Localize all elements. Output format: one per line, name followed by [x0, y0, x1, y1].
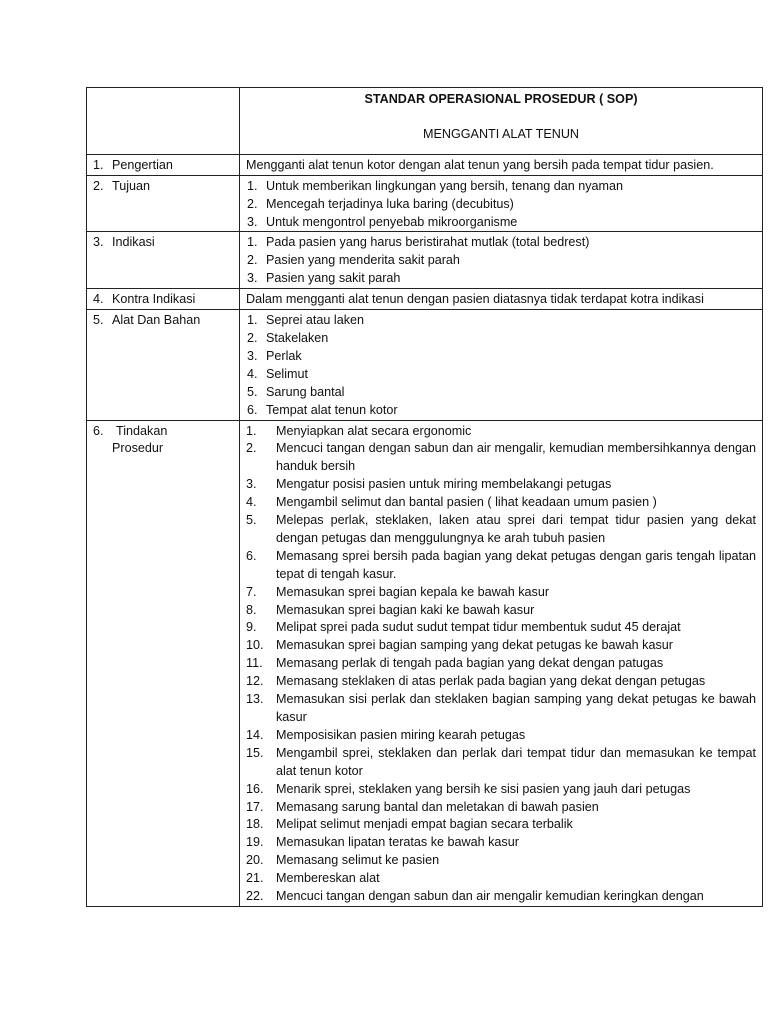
header-cell: [240, 88, 763, 155]
tindakan-cell: [240, 420, 763, 906]
tindakan-list: [246, 423, 756, 906]
sop-document: [86, 87, 763, 907]
list-item: 10. Memasukan sprei bagian samping yang dekat petugas ke bawah kasur: [246, 638, 673, 653]
row-label: Tujuan: [112, 178, 151, 193]
label-cell-tindakan: [87, 420, 240, 906]
list-item: 4. Mengambil selimut dan bantal pasien ( lihat keadaan umum pasien ): [246, 495, 657, 510]
list-item: 22. Mencuci tangan dengan sabun dan air mengalir kemudian keringkan dengan: [246, 889, 704, 904]
kontra-text: Dalam mengganti alat tenun dengan pasien diatasnya tidak terdapat kotra indikasi: [240, 289, 763, 310]
list-item: 19. Memasukan lipatan teratas ke bawah kasur: [246, 835, 519, 850]
list-item: 2. Mencuci tangan dengan sabun dan air mengalir, kemudian membersihkannya dengan handuk bersih: [246, 441, 756, 474]
indikasi-cell: [240, 232, 763, 289]
list-item: 1. Pada pasien yang harus beristirahat mutlak (total bedrest): [247, 235, 590, 250]
list-item: 8. Memasukan sprei bagian kaki ke bawah kasur: [246, 602, 535, 617]
alat-cell: [240, 310, 763, 420]
list-item: 6. Tempat alat tenun kotor: [247, 402, 398, 417]
row-label: Kontra Indikasi: [112, 292, 196, 307]
list-item: 5. Melepas perlak, steklaken, laken atau sprei dari tempat tidur pasien yang dekat dengan petugas dan menggulungnya ke arah tubuh pasien: [246, 513, 756, 545]
label-cell-alat: [87, 310, 240, 420]
label-cell-tujuan: [87, 175, 240, 232]
list-item: 3. Untuk mengontrol penyebab mikroorganisme: [247, 214, 518, 229]
tujuan-list: [246, 178, 756, 232]
list-item: 1. Menyiapkan alat secara ergonomic: [246, 423, 472, 438]
sop-table: [86, 87, 763, 907]
list-item: 12. Memasang steklaken di atas perlak pada bagian yang dekat dengan petugas: [246, 674, 706, 689]
row-label: Pengertian: [112, 157, 173, 172]
header-empty-cell: [87, 88, 240, 155]
row-label: Indikasi: [112, 235, 155, 250]
row-number: 1.: [93, 157, 104, 172]
alat-list: [246, 312, 756, 419]
document-title: STANDAR OPERASIONAL PROSEDUR ( SOP): [364, 92, 638, 106]
label-cell-indikasi: [87, 232, 240, 289]
row-number: 3.: [93, 235, 104, 250]
list-item: 2. Mencegah terjadinya luka baring (decubitus): [247, 196, 514, 211]
list-item: 4. Selimut: [247, 366, 308, 381]
list-item: 3. Pasien yang sakit parah: [247, 271, 401, 286]
row-tujuan: [87, 175, 763, 232]
row-indikasi: [87, 232, 763, 289]
list-item: 20. Memasang selimut ke pasien: [246, 853, 440, 868]
row-pengertian: [87, 154, 763, 175]
row-alat-bahan: [87, 310, 763, 420]
row-tindakan-prosedur: [87, 420, 763, 906]
document-subtitle: MENGGANTI ALAT TENUN: [422, 126, 580, 141]
list-item: 9. Melipat sprei pada sudut sudut tempat tidur membentuk sudut 45 derajat: [246, 620, 681, 635]
list-item: 14. Memposisikan pasien miring kearah petugas: [246, 727, 526, 742]
list-item: 2. Pasien yang menderita sakit parah: [247, 253, 460, 268]
row-number: 5.: [93, 313, 104, 328]
header-row: [87, 88, 763, 155]
label-cell-pengertian: [87, 154, 240, 175]
list-item: 3. Mengatur posisi pasien untuk miring membelakangi petugas: [246, 477, 612, 492]
list-item: 1. Seprei atau laken: [247, 313, 365, 328]
list-item: 2. Stakelaken: [247, 330, 329, 345]
row-label-continued: Prosedur: [112, 441, 164, 456]
tujuan-cell: [240, 175, 763, 232]
list-item: 16. Menarik sprei, steklaken yang bersih ke sisi pasien yang jauh dari petugas: [246, 781, 691, 796]
list-item: 15. Mengambil sprei, steklaken dan perlak dari tempat tidur dan memasukan ke tempat alat tenun kotor: [246, 745, 756, 778]
row-number: 6.: [93, 423, 104, 438]
list-item: 1. Untuk memberikan lingkungan yang bersih, tenang dan nyaman: [247, 178, 624, 193]
list-item: 21. Membereskan alat: [246, 871, 380, 886]
list-item: 18. Melipat selimut menjadi empat bagian secara terbalik: [246, 817, 573, 832]
row-label: Tindakan: [116, 423, 168, 438]
list-item: 7. Memasukan sprei bagian kepala ke bawah kasur: [246, 584, 550, 599]
row-kontra-indikasi: [87, 289, 763, 310]
list-item: 17. Memasang sarung bantal dan meletakan di bawah pasien: [246, 799, 599, 814]
list-item: 13. Memasukan sisi perlak dan steklaken bagian samping yang dekat petugas ke bawah kasur: [246, 692, 756, 724]
list-item: 3. Perlak: [247, 348, 302, 363]
row-label: Alat Dan Bahan: [112, 313, 201, 328]
list-item: 5. Sarung bantal: [247, 384, 345, 399]
list-item: 11. Memasang perlak di tengah pada bagian yang dekat dengan patugas: [246, 656, 664, 671]
label-cell-kontra: [87, 289, 240, 310]
pengertian-text: Mengganti alat tenun kotor dengan alat tenun yang bersih pada tempat tidur pasien.: [240, 154, 763, 175]
row-number: 2.: [93, 178, 104, 193]
indikasi-list: [246, 234, 756, 288]
list-item: 6. Memasang sprei bersih pada bagian yang dekat petugas dengan garis tengah lipatan tepat di tengah kasur.: [246, 548, 756, 581]
row-number: 4.: [93, 292, 104, 307]
